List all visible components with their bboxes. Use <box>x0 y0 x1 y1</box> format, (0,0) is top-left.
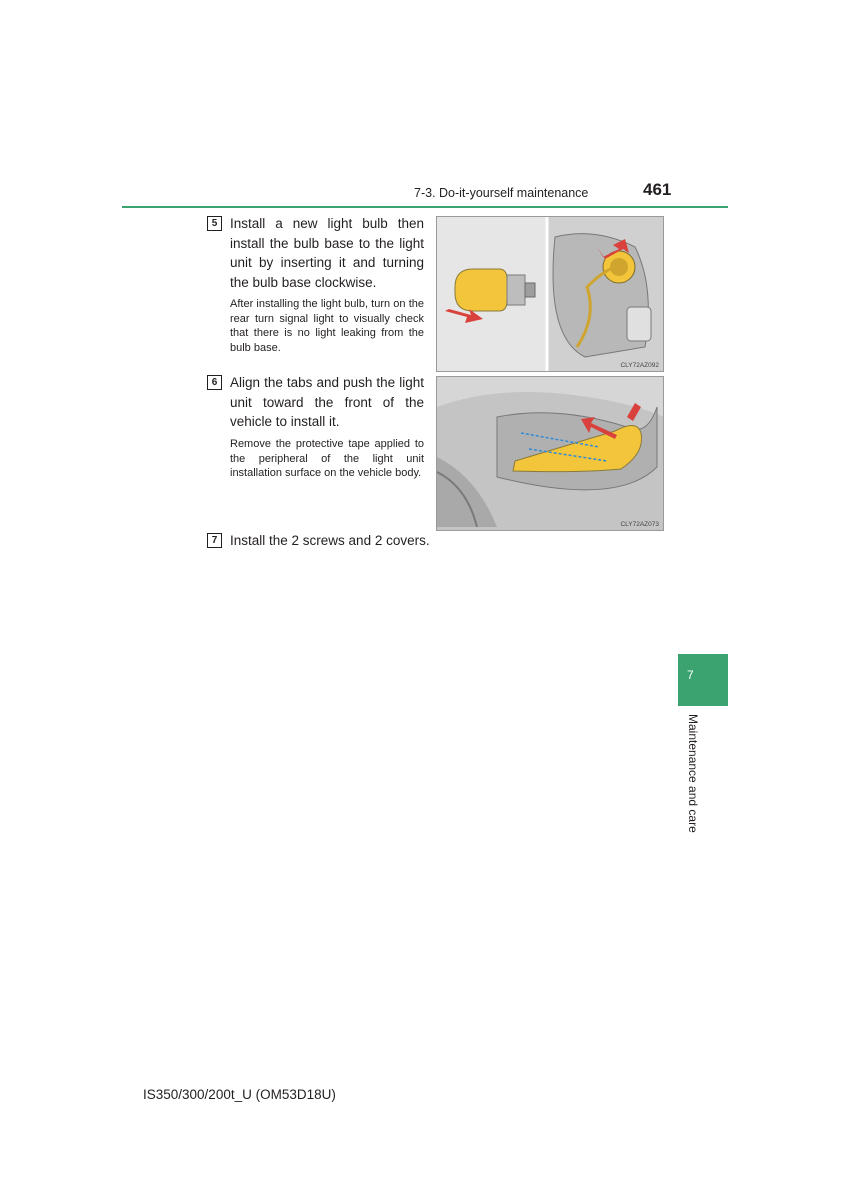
step-number-5: 5 <box>207 216 222 231</box>
chapter-title: Maintenance and care <box>686 714 700 833</box>
step-number-7: 7 <box>207 533 222 548</box>
step-6-note: Remove the protective tape applied to the peripheral of the light unit installation surface on the vehicle body. <box>230 438 424 479</box>
bulb-installation-illustration <box>436 216 664 372</box>
figure-code: CLY72AZ073 <box>620 521 659 528</box>
light-unit-installation-drawing <box>437 377 664 531</box>
step-7-text: Install the 2 screws and 2 covers. <box>230 533 430 548</box>
chapter-tab <box>678 654 728 706</box>
light-unit-installation-illustration <box>436 376 664 531</box>
header-rule <box>122 206 728 208</box>
step-number-6: 6 <box>207 375 222 390</box>
step-5-note: After installing the light bulb, turn on the rear turn signal light to visually check that there is no light leaking from the bulb base. <box>230 298 424 354</box>
footer-model: IS350/300/200t_U (OM53D18U) <box>143 1087 336 1102</box>
figure-code: CLY72AZ092 <box>620 362 659 369</box>
step-5-text: Install a new light bulb then install the bulb base to the light unit by inserting it and turning the bulb base clockwise. <box>230 216 424 290</box>
step-6-text: Align the tabs and push the light unit toward the front of the vehicle to install it. <box>230 375 424 429</box>
bulb-installation-drawing <box>437 217 664 372</box>
chapter-number: 7 <box>687 668 694 682</box>
page-number: 461 <box>643 180 672 199</box>
section-title: 7-3. Do-it-yourself maintenance <box>414 186 589 200</box>
